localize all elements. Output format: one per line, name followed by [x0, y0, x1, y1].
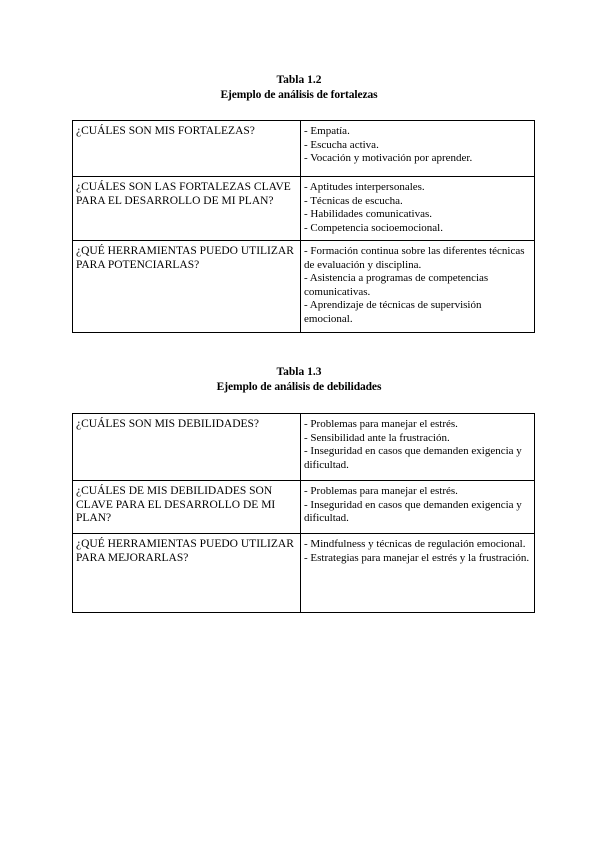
table-row: [73, 481, 535, 534]
answer-list: [304, 125, 531, 166]
question-cell: ¿QUÉ HERRAMIENTAS PUEDO UTILIZAR PARA POTENCIARLAS?: [73, 241, 301, 333]
answer-cell: [301, 177, 535, 241]
list-item: - Habilidades comunicativas.: [304, 208, 432, 220]
answer-list: [304, 418, 531, 472]
list-item: - Problemas para manejar el estrés.: [304, 418, 458, 430]
list-item: - Inseguridad en casos que demanden exigencia y dificultad.: [304, 498, 522, 524]
list-item: - Aptitudes interpersonales.: [304, 181, 425, 193]
list-item: - Formación continua sobre las diferentes técnicas de evaluación y disciplina.: [304, 245, 525, 271]
strengths-analysis-table: [72, 120, 535, 333]
list-item: - Estrategias para manejar el estrés y la frustración.: [304, 551, 530, 564]
table-row: [73, 534, 535, 613]
list-item: - Aprendizaje de técnicas de supervisión emocional.: [304, 299, 482, 325]
strengths-table-block: [72, 73, 526, 333]
answer-cell: [301, 414, 535, 481]
table-title: Ejemplo de análisis de fortalezas: [220, 89, 378, 101]
answer-cell: [301, 534, 535, 613]
table-row: [73, 241, 535, 333]
answer-list: [304, 485, 531, 526]
table-row: [73, 121, 535, 177]
answer-cell: [301, 121, 535, 177]
list-item: - Problemas para manejar el estrés.: [304, 485, 458, 497]
answer-list: [304, 181, 531, 235]
list-item: - Sensibilidad ante la frustración.: [304, 431, 450, 444]
question-cell: ¿CUÁLES DE MIS DEBILIDADES SON CLAVE PARA EL DESARROLLO DE MI PLAN?: [73, 481, 301, 534]
list-item: - Asistencia a programas de competencias comunicativas.: [304, 272, 489, 298]
list-item: - Vocación y motivación por aprender.: [304, 152, 473, 164]
answer-list: [304, 245, 531, 326]
table-row: [73, 414, 535, 481]
list-item: - Mindfulness y técnicas de regulación emocional.: [304, 538, 526, 550]
answer-cell: [301, 241, 535, 333]
question-cell: ¿CUÁLES SON MIS FORTALEZAS?: [73, 121, 301, 177]
list-item: - Técnicas de escucha.: [304, 194, 403, 207]
list-item: - Competencia socioemocional.: [304, 221, 443, 234]
weaknesses-analysis-table: [72, 413, 535, 613]
list-item: - Inseguridad en casos que demanden exigencia y dificultad.: [304, 445, 522, 471]
weaknesses-table-block: [72, 365, 530, 613]
list-item: - Empatía.: [304, 125, 350, 137]
table-label: Tabla 1.3: [276, 366, 322, 378]
answer-cell: [301, 481, 535, 534]
table-row: [73, 177, 535, 241]
table-title: Ejemplo de análisis de debilidades: [216, 381, 382, 393]
table-label: Tabla 1.2: [276, 74, 322, 86]
answer-list: [304, 538, 531, 565]
list-item: - Escucha activa.: [304, 138, 379, 151]
question-cell: ¿QUÉ HERRAMIENTAS PUEDO UTILIZAR PARA MEJORARLAS?: [73, 534, 301, 613]
question-cell: ¿CUÁLES SON LAS FORTALEZAS CLAVE PARA EL DESARROLLO DE MI PLAN?: [73, 177, 301, 241]
question-cell: ¿CUÁLES SON MIS DEBILIDADES?: [73, 414, 301, 481]
